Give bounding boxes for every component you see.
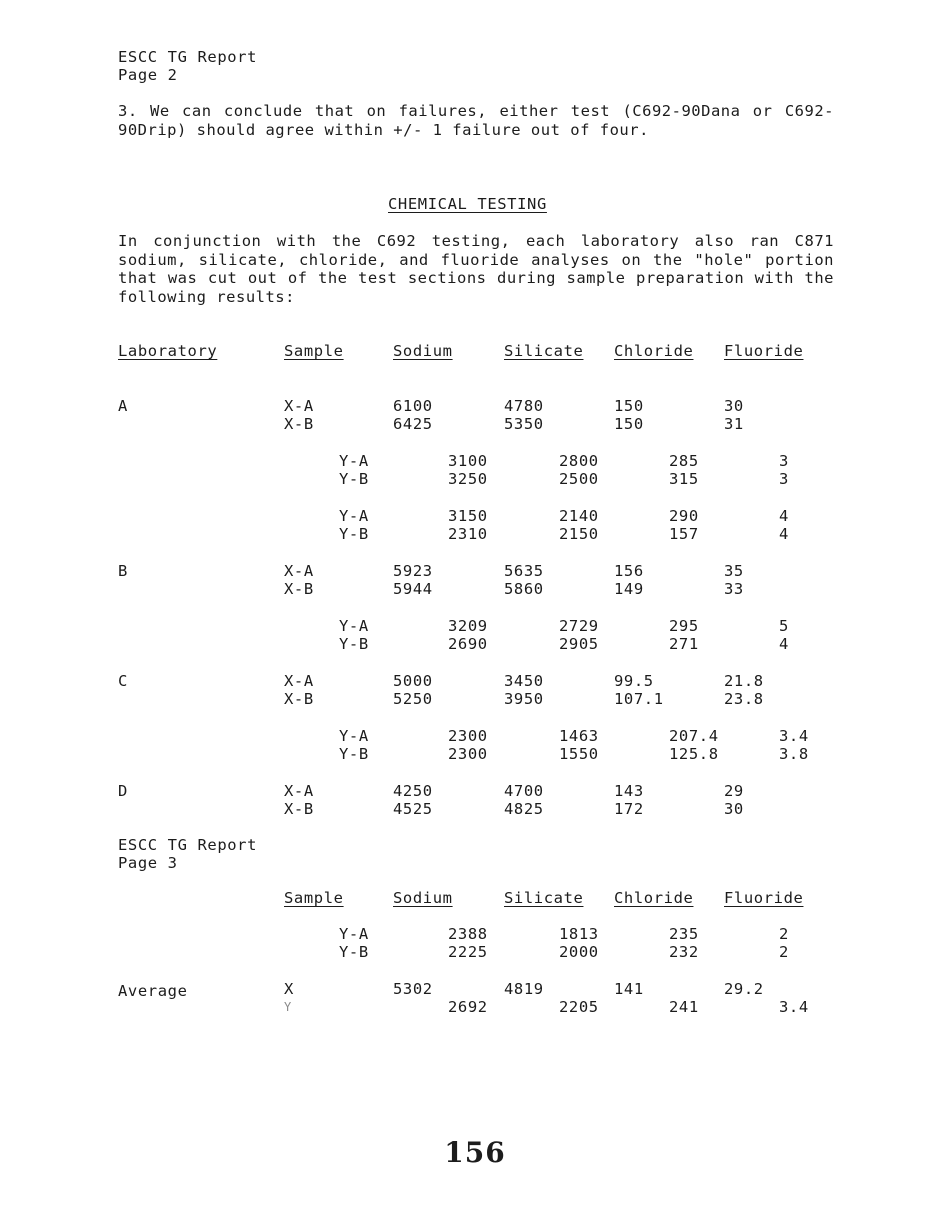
cell-sodium: 2300 (448, 727, 488, 745)
report-header-title-2: ESCC TG Report (118, 836, 258, 854)
cell-fluoride: 33 (724, 580, 744, 598)
cell-silicate: 1463 (559, 727, 599, 745)
average-y-silicate: 2205 (559, 998, 599, 1016)
cell-fluoride: 31 (724, 415, 744, 433)
cell-chloride: 285 (669, 452, 699, 470)
cell-silicate: 2140 (559, 507, 599, 525)
cell-sodium: 4250 (393, 782, 433, 800)
cell-chloride: 107.1 (614, 690, 664, 708)
cell-chloride: 156 (614, 562, 644, 580)
cell-silicate: 2905 (559, 635, 599, 653)
cell-silicate: 2800 (559, 452, 599, 470)
cell-sample: X-A (284, 397, 314, 415)
cell-silicate: 2500 (559, 470, 599, 488)
cell-silicate: 1550 (559, 745, 599, 763)
average-x-sample: X (284, 980, 294, 998)
cell-chloride: 150 (614, 415, 644, 433)
col-header-sodium: Sodium (393, 342, 453, 360)
cell-fluoride: 29 (724, 782, 744, 800)
cell-fluoride: 30 (724, 800, 744, 818)
col-header-laboratory: Laboratory (118, 342, 218, 360)
col-header-silicate-2: Silicate (504, 889, 584, 907)
average-label: Average (118, 982, 188, 1000)
cell-sodium: 6100 (393, 397, 433, 415)
cell-chloride: 271 (669, 635, 699, 653)
report-header-page: Page 2 (118, 66, 178, 84)
col-header-silicate: Silicate (504, 342, 584, 360)
cell-fluoride: 23.8 (724, 690, 764, 708)
cell-fluoride: 3.8 (779, 745, 809, 763)
col-header-sample: Sample (284, 342, 344, 360)
cell-fluoride: 5 (779, 617, 789, 635)
average-x-silicate: 4819 (504, 980, 544, 998)
cell-sample: Y-A (339, 617, 369, 635)
cell-fluoride: 21.8 (724, 672, 764, 690)
cell-silicate: 5860 (504, 580, 544, 598)
cell-sodium: 4525 (393, 800, 433, 818)
report-header-page-2: Page 3 (118, 854, 178, 872)
cell-fluoride: 4 (779, 525, 789, 543)
cell-silicate: 4700 (504, 782, 544, 800)
cell-sodium: 3250 (448, 470, 488, 488)
cell-lab: B (118, 562, 128, 580)
cell-fluoride: 4 (779, 635, 789, 653)
cell-sodium: 3150 (448, 507, 488, 525)
table2-chloride: 232 (669, 943, 699, 961)
cell-sample: Y-A (339, 507, 369, 525)
cell-sample: X-B (284, 580, 314, 598)
table2-silicate: 1813 (559, 925, 599, 943)
cell-silicate: 2729 (559, 617, 599, 635)
cell-chloride: 172 (614, 800, 644, 818)
cell-sodium: 6425 (393, 415, 433, 433)
intro-paragraph: In conjunction with the C692 testing, each laboratory also ran C871 sodium, silicate, chloride, and fluoride analyses on the "hole" portion that was cut out of the test sections during sample preparation with the following results: (118, 232, 834, 306)
cell-sodium: 2300 (448, 745, 488, 763)
table2-sodium: 2388 (448, 925, 488, 943)
cell-silicate: 5635 (504, 562, 544, 580)
cell-sample: X-B (284, 690, 314, 708)
cell-sample: X-B (284, 415, 314, 433)
cell-sample: Y-A (339, 727, 369, 745)
cell-fluoride: 3 (779, 452, 789, 470)
cell-fluoride: 3.4 (779, 727, 809, 745)
col-header-chloride: Chloride (614, 342, 694, 360)
cell-sodium: 5944 (393, 580, 433, 598)
average-y-sample: Y (284, 1000, 292, 1014)
average-x-fluoride: 29.2 (724, 980, 764, 998)
cell-fluoride: 3 (779, 470, 789, 488)
cell-sodium: 5000 (393, 672, 433, 690)
table2-silicate: 2000 (559, 943, 599, 961)
cell-lab: D (118, 782, 128, 800)
table2-sample: Y-A (339, 925, 369, 943)
cell-chloride: 125.8 (669, 745, 719, 763)
cell-sodium: 2690 (448, 635, 488, 653)
table2-sodium: 2225 (448, 943, 488, 961)
cell-chloride: 99.5 (614, 672, 654, 690)
cell-chloride: 149 (614, 580, 644, 598)
cell-chloride: 315 (669, 470, 699, 488)
cell-sample: Y-B (339, 635, 369, 653)
cell-lab: A (118, 397, 128, 415)
average-x-chloride: 141 (614, 980, 644, 998)
cell-silicate: 4825 (504, 800, 544, 818)
col-header-chloride-2: Chloride (614, 889, 694, 907)
col-header-sodium-2: Sodium (393, 889, 453, 907)
average-y-chloride: 241 (669, 998, 699, 1016)
cell-silicate: 3450 (504, 672, 544, 690)
cell-sample: X-A (284, 672, 314, 690)
table2-sample: Y-B (339, 943, 369, 961)
cell-sample: Y-B (339, 470, 369, 488)
average-x-sodium: 5302 (393, 980, 433, 998)
average-y-fluoride: 3.4 (779, 998, 809, 1016)
col-header-sample-2: Sample (284, 889, 344, 907)
cell-silicate: 2150 (559, 525, 599, 543)
average-y-sodium: 2692 (448, 998, 488, 1016)
cell-sample: X-A (284, 782, 314, 800)
cell-sodium: 5923 (393, 562, 433, 580)
cell-sample: X-B (284, 800, 314, 818)
cell-sodium: 2310 (448, 525, 488, 543)
cell-silicate: 3950 (504, 690, 544, 708)
cell-silicate: 5350 (504, 415, 544, 433)
cell-fluoride: 4 (779, 507, 789, 525)
cell-sample: X-A (284, 562, 314, 580)
table2-fluoride: 2 (779, 925, 789, 943)
section-title: CHEMICAL TESTING (388, 195, 547, 213)
col-header-fluoride: Fluoride (724, 342, 804, 360)
cell-chloride: 207.4 (669, 727, 719, 745)
col-header-fluoride-2: Fluoride (724, 889, 804, 907)
cell-sodium: 3209 (448, 617, 488, 635)
cell-silicate: 4780 (504, 397, 544, 415)
table2-chloride: 235 (669, 925, 699, 943)
cell-chloride: 157 (669, 525, 699, 543)
cell-chloride: 295 (669, 617, 699, 635)
cell-sample: Y-A (339, 452, 369, 470)
cell-fluoride: 30 (724, 397, 744, 415)
conclusion-paragraph: 3. We can conclude that on failures, either test (C692-90Dana or C692-90Drip) should agree within +/- 1 failure out of four. (118, 102, 834, 139)
cell-fluoride: 35 (724, 562, 744, 580)
cell-lab: C (118, 672, 128, 690)
cell-chloride: 290 (669, 507, 699, 525)
cell-chloride: 143 (614, 782, 644, 800)
cell-chloride: 150 (614, 397, 644, 415)
page-number: 156 (444, 1136, 506, 1169)
table2-fluoride: 2 (779, 943, 789, 961)
cell-sample: Y-B (339, 745, 369, 763)
cell-sodium: 5250 (393, 690, 433, 708)
cell-sodium: 3100 (448, 452, 488, 470)
report-header-title: ESCC TG Report (118, 48, 258, 66)
cell-sample: Y-B (339, 525, 369, 543)
